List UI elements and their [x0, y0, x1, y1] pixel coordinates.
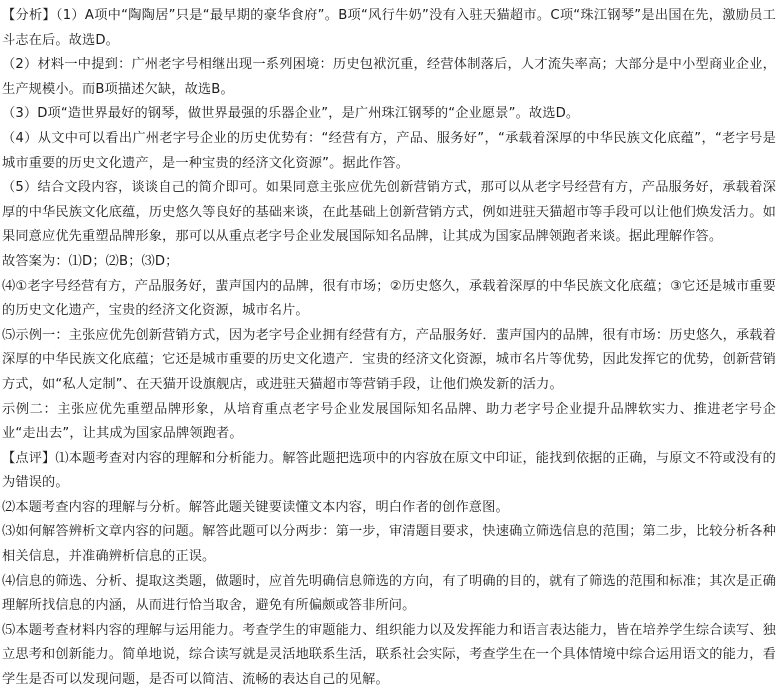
comment-paragraph-5: ⑸本题考查材料内容的理解与运用能力。考查学生的审题能力、组织能力以及发挥能力和语言表达能力，皆在培养学生综合读写、独立思考和创新能力。简单地说，综合读写就是灵活地联系生活，联系社会实际，考查学生在一个具体情境中综合运用语文的能力，看学生是否可以发现问题，是否可以简洁、流畅的表达自己的见解。: [2, 622, 776, 688]
comment-paragraph-2: ⑵本题考查内容的理解与分析。解答此题关键要读懂文本内容，明白作者的创作意图。: [2, 499, 509, 515]
analysis-paragraph-5: （5）结合文段内容，谈谈自己的简介即可。如果同意主张应优先创新营销方式，那可以从老字号经营有方，产品服务好，承载着深厚的中华民族文化底蕴，历史悠久等良好的基础来谈，在此基础上创新营销方式，例如进驻天猫超市等手段可以让他们焕发活力。如果同意应优先重塑品牌形象，那可以从重点老字号企业发展国际知名品牌，让其成为国家品牌领跑者来谈。据此理解作答。: [2, 180, 776, 245]
answer-summary: 故答案为：⑴D；⑵B；⑶D；: [2, 253, 179, 269]
comment-paragraph-1: 【点评】⑴本题考查对内容的理解和分析能力。解答此题把选项中的内容放在原文中印证，能找到依据的正确，与原文不符或没有的为错误的。: [2, 450, 776, 491]
analysis-paragraph-2: （2）材料一中提到：广州老字号相继出现一系列困境：历史包袱沉重，经营体制落后，人才流失率高；大部分是中小型商业企业，生产规模小。而B项描述欠缺，故选B。: [2, 57, 776, 97]
analysis-paragraph-1: 【分析】（1）A项中“陶陶居”只是“最早期的豪华食府”。B项“风行牛奶”没有入驻天猫超市。C项“珠江钢琴”是出国在先，激励员工斗志在后。故选D。: [2, 8, 776, 48]
analysis-paragraph-3: （3）D项“造世界最好的钢琴，做世界最强的乐器企业”，是广州珠江钢琴的“企业愿景”。故选D。: [2, 106, 580, 122]
answer-question-5-example-2: 示例二：主张应优先重塑品牌形象，从培育重点老字号企业发展国际知名品牌、助力老字号企业提升品牌软实力、推进老字号企业“走出去”，让其成为国家品牌领跑者。: [2, 401, 776, 442]
answer-explanation-document: [2, 4, 776, 693]
answer-question-5-example-1: ⑸示例一：主张应优先创新营销方式，因为老字号企业拥有经营有方，产品服务好．蜚声国内的品牌，很有市场：历史悠久，承载着深厚的中华民族文化底蕴；它还是城市重要的历史文化遗产．宝贵的经济文化资源，城市名片等优势，因此发挥它的优势，创新营销方式，如“私人定制”、在天猫开设旗舰店，或进驻天猫超市等营销手段，让他们焕发新的活力。: [2, 327, 776, 392]
comment-paragraph-3: ⑶如何解答辨析文章内容的问题。解答此题可以分两步：第一步，审清题目要求，快速确立筛选信息的范围；第二步，比较分析各种相关信息，并准确辨析信息的正误。: [2, 524, 776, 565]
answer-question-4: ⑷①老字号经营有方，产品服务好，蜚声国内的品牌，很有市场；②历史悠久，承载着深厚的中华民族文化底蕴；③它还是城市重要的历史文化遗产，宝贵的经济文化资源，城市名片。: [2, 278, 776, 319]
comment-paragraph-4: ⑷信息的筛选、分析、提取这类题，做题时，应首先明确信息筛选的方向，有了明确的目的，就有了筛选的范围和标准；其次是正确理解所找信息的内涵，从而进行恰当取舍，避免有所偏颇或答非所问。: [2, 573, 776, 614]
analysis-paragraph-4: （4）从文中可以看出广州老字号企业的历史优势有：“经营有方，产品、服务好”，“承载着深厚的中华民族文化底蕴”，“老字号是城市重要的历史文化遗产，是一种宝贵的经济文化资源”。据此作答。: [2, 130, 776, 171]
